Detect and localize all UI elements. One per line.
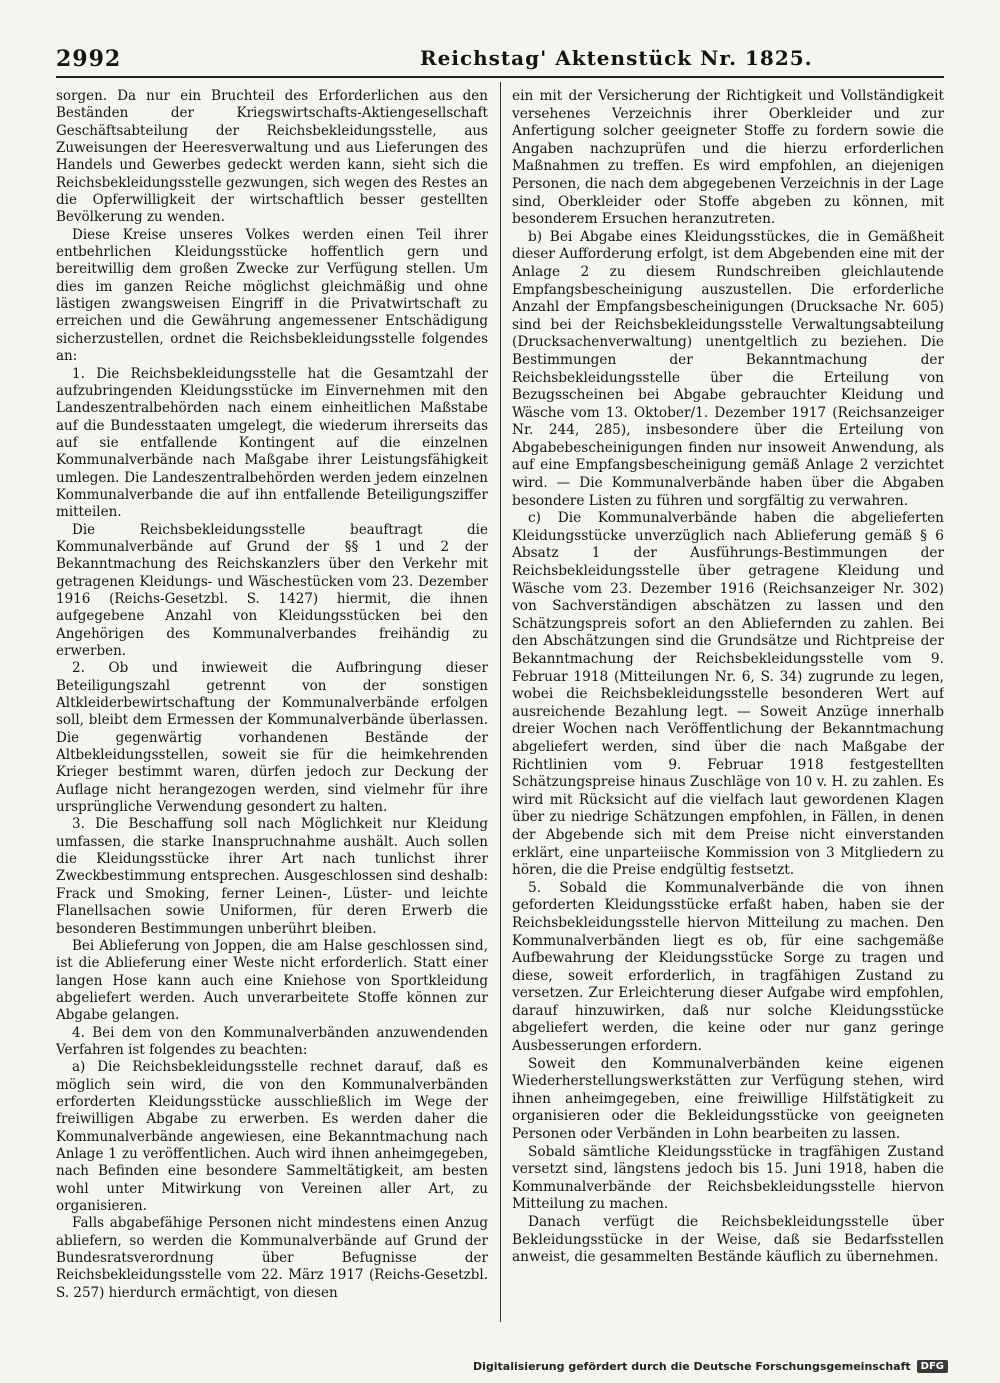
paragraph: 5. Sobald die Kommunalverbände die von ihnen geforderten Kleidungsstücke erfaßt haben, haben sie der Reichsbekleidungsstelle hiervon Mitteilung zu machen. Den Kommunalverbänden liegt es ob, für eine sachgemäße Aufbewahrung der Kleidungsstücke Sorge zu tragen und diese, soweit erforderlich, in tragfähigen Zustand zu versetzen. Zur Erleichterung dieser Aufgabe wird empfohlen, darauf hinzuwirken, daß nur solche Kleidungsstücke abgeliefert werden, die keine oder nur ganz geringe Ausbesserungen erfordern. [512, 879, 944, 1055]
paragraph: ein mit der Versicherung der Richtigkeit und Vollständigkeit versehenes Verzeichnis ihrer Oberkleider und zur Anfertigung solcher geeigneter Stoffe zu fordern sowie die Angaben nachzuprüfen und die hierzu erforderlichen Maßnahmen zu treffen. Es wird empfohlen, an diejenigen Personen, die nach dem abgegebenen Verzeichnis in der Lage sind, Oberkleider oder Stoffe abgeben zu können, mit besonderem Ersuchen heranzutreten. [512, 88, 944, 228]
right-column [512, 88, 944, 1310]
paragraph: 1. Die Reichsbekleidungsstelle hat die Gesamtzahl der aufzubringenden Kleidungsstücke im Einvernehmen mit den Landeszentralbehörden nach einem einheitlichen Maßstabe auf die Bundesstaaten umgelegt, die wiederum ihrerseits das auf sie entfallende Kontingent auf die einzelnen Kommunalverbände nach Maßgabe ihrer Leistungsfähigkeit umlegen. Die Landeszentralbehörden werden jedem einzelnen Kommunalverbande die auf ihn entfallende Beteiligungsziffer mitteilen. [56, 365, 488, 521]
page-number: 2992 [56, 46, 122, 72]
paragraph: 3. Die Beschaffung soll nach Möglichkeit nur Kleidung umfassen, die starke Inanspruchnahme aushält. Auch sollen die Kleidungsstücke ihrer Art nach tunlichst ihrer Zweckbestimmung entsprechen. Ausgeschlossen sind deshalb: Frack und Smoking, ferner Leinen-, Lüster- und leichte Flanellsachen sowie Uniformen, für deren Erwerb die besonderen Bestimmungen unberührt bleiben. [56, 816, 488, 937]
paragraph: b) Bei Abgabe eines Kleidungsstückes, die in Gemäßheit dieser Aufforderung erfolgt, ist dem Abgebenden eine mit der Anlage 2 zu diesem Rundschreiben gleichlautende Empfangsbescheinigung auszustellen. Die erforderliche Anzahl der Empfangsbescheinigungen (Drucksache Nr. 605) sind bei der Reichsbekleidungsstelle Verwaltungsabteilung (Drucksachenverwaltung) unentgeltlich zu beziehen. Die Bestimmungen der Bekanntmachung der Reichsbekleidungsstelle über die Erteilung von Bezugsscheinen bei Abgabe gebrauchter Kleidung und Wäsche vom 13. Oktober/1. Dezember 1917 (Reichsanzeiger Nr. 244, 285), insbesondere über die Erteilung von Abgabebescheinigungen finden nur insoweit Anwendung, als auf eine Empfangsbescheinigung gemäß Anlage 2 verzichtet wird. — Die Kommunalverbände haben über die Abgaben besondere Listen zu führen und sorgfältig zu verwahren. [512, 228, 944, 509]
paragraph: 2. Ob und inwieweit die Aufbringung dieser Beteiligungszahl getrennt von der sonstigen Altkleiderbewirtschaftung der Kommunalverbände erfolgen soll, bleibt dem Ermessen der Kommunalverbände überlassen. Die gegenwärtig vorhandenen Bestände der Altbekleidungsstellen, soweit sie für die heimkehrenden Krieger bestimmt waren, dürfen jedoch zur Deckung der Auflage nicht herangezogen werden, sind vielmehr für ihre ursprüngliche Verwendung gesondert zu halten. [56, 660, 488, 816]
footer-credit: Digitalisierung gefördert durch die Deutsche Forschungsgemeinschaft [472, 1360, 911, 1373]
dfg-logo-icon: DFG [917, 1360, 948, 1373]
footer [473, 1360, 948, 1373]
paragraph: Bei Ablieferung von Joppen, die am Halse geschlossen sind, ist die Ablieferung einer Weste nicht erforderlich. Statt einer langen Hose kann auch eine Kniehose von Sportkleidung abgeliefert werden. Auch unverarbeitete Stoffe können zur Abgabe gelangen. [56, 937, 488, 1024]
paragraph: c) Die Kommunalverbände haben die abgelieferten Kleidungsstücke unverzüglich nach Ablieferung gemäß § 6 Absatz 1 der Ausführungs-Bestimmungen der Reichsbekleidungsstelle über getragene Kleidung und Wäsche vom 23. Dezember 1916 (Reichsanzeiger Nr. 302) von Sachverständigen abschätzen zu lassen und den Schätzungspreis sofort an den Abliefernden zu zahlen. Bei den Abschätzungen sind die Grundsätze und Richtpreise der Bekanntmachung der Reichsbekleidungsstelle vom 9. Februar 1918 (Mitteilungen Nr. 6, S. 34) zugrunde zu legen, wobei die Reichsbekleidungsstelle besonderen Wert auf ausreichende Bezahlung legt. — Soweit Anzüge innerhalb dreier Wochen nach Veröffentlichung der Bekanntmachung abgeliefert werden, sind über die nach Maßgabe der Richtlinien vom 9. Februar 1918 festgestellten Schätzungspreise hinaus Zuschläge von 10 v. H. zu zahlen. Es wird mit Rücksicht auf die vielfach laut gewordenen Klagen über zu niedrige Schätzungen empfohlen, in Fällen, in denen der Abgebende sich mit dem Preise nicht einverstanden erklärt, eine unparteiische Kommission von 3 Mitgliedern zu hören, die die Preise endgültig festsetzt. [512, 510, 944, 879]
paragraph: sorgen. Da nur ein Bruchteil des Erforderlichen aus den Beständen der Kriegswirtschafts-Aktiengesellschaft Geschäftsabteilung der Reichsbekleidungsstelle, aus Zuweisungen der Heeresverwaltung und aus Lieferungen des Handels und Gewerbes gedeckt werden kann, sieht sich die Reichsbekleidungsstelle gezwungen, sich wegen des Restes an die Opferwilligkeit der wirtschaftlich besser gestellten Bevölkerung zu wenden. [56, 88, 488, 226]
paragraph: Soweit den Kommunalverbänden keine eigenen Wiederherstellungswerkstätten zur Verfügung stehen, wird ihnen anheimgegeben, eine freiwillige Hilfstätigkeit zu organisieren oder die Bekleidungsstücke von geeigneten Personen oder Verbänden in Lohn bearbeiten zu lassen. [512, 1055, 944, 1143]
column-divider [500, 82, 501, 1322]
paragraph: Sobald sämtliche Kleidungsstücke in tragfähigen Zustand versetzt sind, längstens jedoch bis 15. Juni 1918, haben die Kommunalverbände der Reichsbekleidungsstelle hiervon Mitteilung zu machen. [512, 1143, 944, 1213]
paragraph: Danach verfügt die Reichsbekleidungsstelle über Bekleidungsstücke in der Weise, daß sie Bedarfsstellen anweist, die gesammelten Bestände käuflich zu übernehmen. [512, 1214, 944, 1266]
page-header-title: Reichstag' Aktenstück Nr. 1825. [420, 46, 813, 70]
paragraph: 4. Bei dem von den Kommunalverbänden anzuwendenden Verfahren ist folgendes zu beachten: [56, 1024, 488, 1058]
left-column [56, 88, 488, 1310]
paragraph: a) Die Reichsbekleidungsstelle rechnet darauf, daß es möglich sein wird, die von den Kommunalverbänden erforderten Kleidungsstücke ausschließlich im Wege der freiwilligen Abgabe zu erwerben. Es werden daher die Kommunalverbände angewiesen, eine Bekanntmachung nach Anlage 1 zu veröffentlichen. Auch wird ihnen anheimgegeben, nach Befinden eine besondere Sammeltätigkeit, am besten wohl unter Mitwirkung von Vereinen aller Art, zu organisieren. [56, 1059, 488, 1214]
paragraph: Falls abgabefähige Personen nicht mindestens einen Anzug abliefern, so werden die Kommunalverbände auf Grund der Bundesratsverordnung über Befugnisse der Reichsbekleidungsstelle vom 22. März 1917 (Reichs-Gesetzbl. S. 257) hierdurch ermächtigt, von diesen [56, 1215, 488, 1301]
header-rule [56, 76, 944, 78]
paragraph: Diese Kreise unseres Volkes werden einen Teil ihrer entbehrlichen Kleidungsstücke hoffentlich gern und bereitwillig dem großen Zwecke zur Verfügung stellen. Um dies im ganzen Reiche möglichst gleichmäßig und ohne lästigen zwangsweisen Eingriff in die Privatwirtschaft zu erreichen und die Gewährung angemessener Entschädigung sicherzustellen, ordnet die Reichsbekleidungsstelle folgendes an: [56, 226, 488, 365]
paragraph: Die Reichsbekleidungsstelle beauftragt die Kommunalverbände auf Grund der §§ 1 und 2 der Bekanntmachung des Reichskanzlers über den Verkehr mit getragenen Kleidungs- und Wäschestücken vom 23. Dezember 1916 (Reichs-Gesetzbl. S. 1427) hiermit, die ihnen aufgegebene Anzahl von Kleidungsstücken bei den Angehörigen des Kommunalverbandes freihändig zu erwerben. [56, 521, 488, 659]
